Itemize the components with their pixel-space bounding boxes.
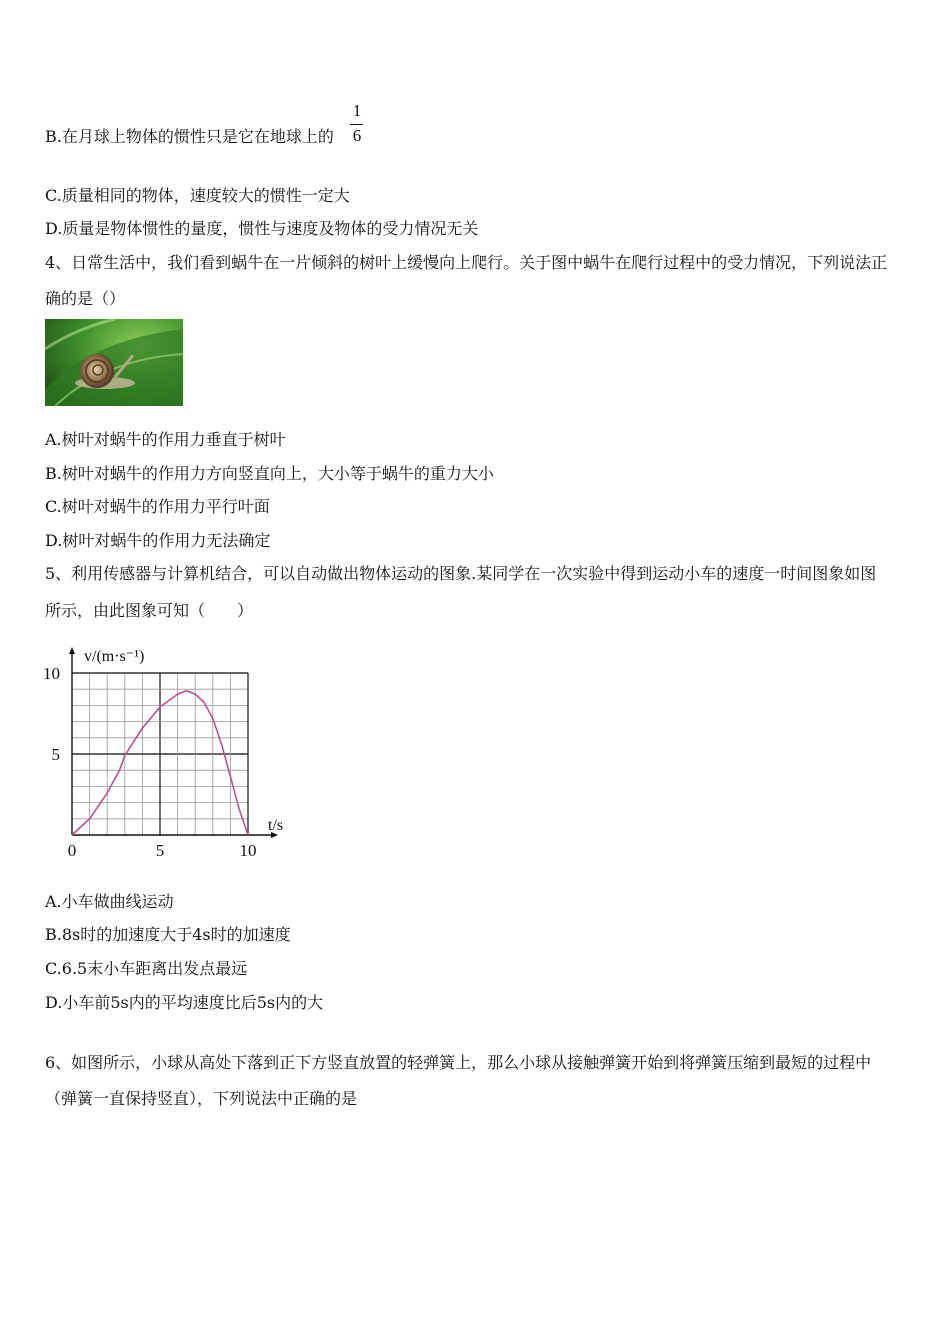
x-tick-label: 10 — [239, 841, 257, 860]
q5-stem-line2: 所示，由此图象可知（ ） — [45, 601, 254, 620]
q3-option-d: D.质量是物体惯性的量度，惯性与速度及物体的受力情况无关 — [45, 219, 479, 238]
q5-option-c: C.6.5末小车距离出发点最远 — [45, 959, 248, 978]
q3-option-c: C.质量相同的物体，速度较大的惯性一定大 — [45, 186, 350, 205]
q3-option-b: B.在月球上物体的惯性只是它在地球上的 — [45, 127, 334, 146]
y-tick-label: 10 — [43, 664, 60, 683]
q4-option-c: C.树叶对蜗牛的作用力平行叶面 — [45, 497, 270, 516]
q5-option-d: D.小车前5s内的平均速度比后5s内的大 — [45, 993, 324, 1012]
y-axis-arrow — [69, 647, 75, 654]
q4-stem-line1: 4、日常生活中，我们看到蜗牛在一片倾斜的树叶上缓慢向上爬行。关于图中蜗牛在爬行过程中的受力情况，下列说法正 — [45, 253, 888, 272]
q6-stem-line2: （弹簧一直保持竖直），下列说法中正确的是 — [45, 1089, 358, 1108]
x-tick-label: 0 — [67, 841, 77, 860]
q6-stem-line1: 6、如图所示，小球从高处下落到正下方竖直放置的轻弹簧上，那么小球从接触弹簧开始到将弹簧压缩到最短的过程中 — [45, 1053, 872, 1072]
fraction-bar — [350, 124, 363, 125]
q4-option-a: A.树叶对蜗牛的作用力垂直于树叶 — [45, 430, 286, 449]
y-axis-label: v/(m·s⁻¹) — [84, 648, 145, 665]
snail-on-leaf-photo — [45, 319, 183, 406]
x-tick-label: 5 — [155, 841, 165, 860]
q4-option-b: B.树叶对蜗牛的作用力方向竖直向上，大小等于蜗牛的重力大小 — [45, 464, 494, 483]
x-axis-label: t/s — [268, 817, 284, 834]
fraction-numerator: 1 — [352, 101, 362, 120]
q5-option-b: B.8s时的加速度大于4s时的加速度 — [45, 925, 291, 944]
velocity-time-chart — [40, 640, 300, 865]
y-tick-label: 5 — [51, 745, 60, 764]
q5-stem-line1: 5、利用传感器与计算机结合，可以自动做出物体运动的图象.某同学在一次实验中得到运动小车的速度一时间图象如图 — [45, 564, 877, 583]
q5-option-a: A.小车做曲线运动 — [45, 892, 174, 911]
fraction-denominator: 6 — [352, 126, 362, 145]
q4-stem-line2: 确的是（） — [45, 289, 126, 308]
q4-option-d: D.树叶对蜗牛的作用力无法确定 — [45, 531, 271, 550]
